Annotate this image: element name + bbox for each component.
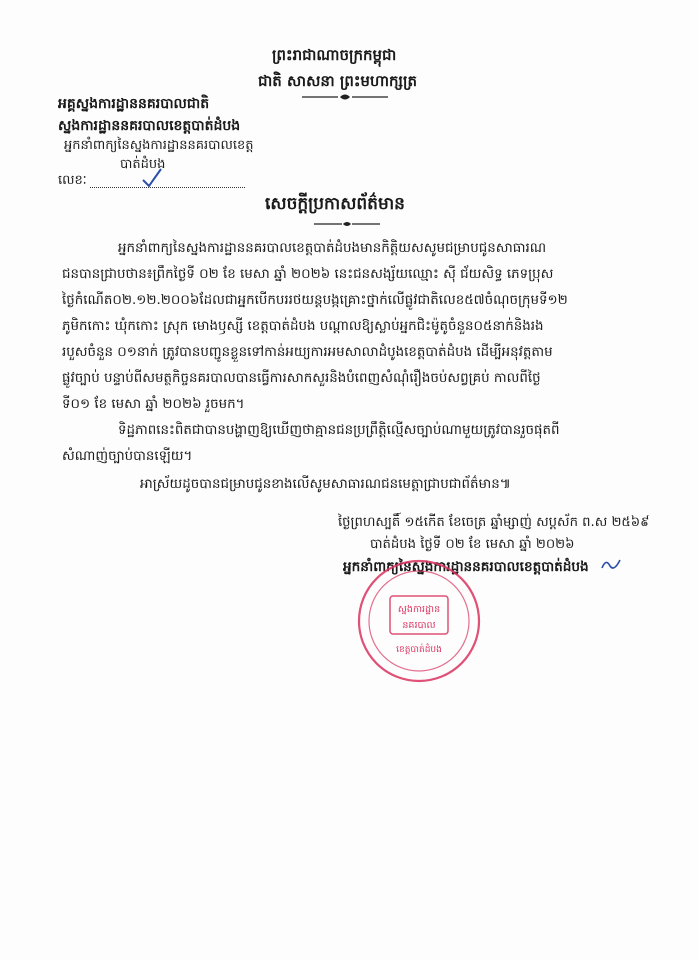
paragraph-1-line-4: ភូមិកកោះ ឃុំកកោះ ស្រុក មោងឫស្សី ខេត្តបាត់ដំបង បណ្តាលឱ្យស្លាប់អ្នកជិះម៉ូតូចំនួន០៥នាក់និងរង [62,319,544,334]
reference-dotted-line [90,187,245,188]
paragraph-1-line-1: អ្នកនាំពាក្យនៃស្នងការដ្ឋាននគរបាលខេត្តបាត់ដំបងមានកិត្តិយសសូមជម្រាបជូនសាធារណ [118,241,547,256]
signature-mark-icon [600,556,622,574]
paragraph-2-line-2: សំណាញ់ច្បាប់បានឡើយ។ [62,449,193,464]
national-motto: ជាតិ សាសនា ព្រះមហាក្សត្រ [258,72,417,90]
paragraph-1-line-7: ទី០១ ខែ មេសា ឆ្នាំ ២០២៦ រួចមក។ [62,397,245,412]
issuer-line-3: អ្នកនាំពាក្យនៃស្នងការដ្ឋាននគរបាលខេត្ត [64,138,254,153]
issue-date: បាត់ដំបង ថ្ងៃទី ០២ ខែ មេសា ឆ្នាំ ២០២៦ [370,537,575,552]
title-ornament [312,220,382,228]
reference-label: លេខៈ [58,173,87,188]
paragraph-1-line-3: ថ្ងៃកំណើត០២.១២.២០០៦ដែលជាអ្នកបើកបររថយន្តបង្កគ្រោះថ្នាក់លើផ្លូវជាតិលេខ៥៧ចំណុចក្រុមទី១២ [62,293,568,308]
kingdom-header: ព្រះរាជាណាចក្រកម្ពុជា [272,46,397,64]
paragraph-1-line-5: របួសចំនួន ០១នាក់ ត្រូវបានបញ្ជូនខ្លួនទៅកាន់អយ្យការអមសាលាដំបូងខេត្តបាត់ដំបង ដើម្បីអនុវត្តតាម [62,345,553,360]
issuer-line-4: បាត់ដំបង [120,157,166,172]
official-stamp [354,556,484,686]
paragraph-1-line-6: ផ្លូវច្បាប់ បន្ទាប់ពីសមត្ថកិច្ចនគរបាលបានធ្វើការសាកសួរនិងបំពេញសំណុំរឿងចប់សព្វគ្រប់ កាលពីថ្ងៃ [62,371,541,386]
issuer-line-2: ស្នងការដ្ឋាននគរបាលខេត្តបាត់ដំបង [58,118,241,134]
document-title: សេចក្តីប្រកាសព័ត៌មាន [265,194,405,214]
checkmark-icon [140,166,164,190]
paragraph-2-line-1: ទិដ្ឋភាពនេះពិតជាបានបង្ហាញឱ្យឃើញថាគ្មានជនប្រព្រឹត្តិល្មើសច្បាប់ណាមួយត្រូវបានរួចផុតពី [118,423,560,438]
signer-title: អ្នកនាំពាក្យនៃស្នងការដ្ឋាននគរបាលខេត្តបាត់ដំបង [343,559,589,575]
stamp-middle-text: នគរបាល [402,620,436,631]
stamp-top-text: ស្នងការដ្ឋាន [397,604,441,615]
issuer-line-1: អគ្គស្នងការដ្ឋាននគរបាលជាតិ [58,96,210,112]
paragraph-3: អាស្រ័យដូចបានជម្រាបជូនខាងលើសូមសាធារណជនមេត្តាជ្រាបជាព័ត៌មាន៕ [140,477,511,492]
header-ornament [300,92,390,102]
paragraph-1-line-2: ជនបានជ្រាបថាន៖ព្រឹកថ្ងៃទី ០២ ខែ មេសា ឆ្នាំ ២០២៦ នេះជនសង្ស័យឈ្មោះ ស៊ី ជ័យសិទ្ធ ភេទប្រុស [62,267,554,282]
stamp-bottom-text: ខេត្តបាត់ដំបង [396,645,442,655]
lunar-date: ថ្ងៃព្រហស្បតិ៍ ១៥កើត ខែចេត្រ ឆ្នាំម្សាញ់ សប្តស័ក ព.ស ២៥៦៩ [338,515,650,530]
